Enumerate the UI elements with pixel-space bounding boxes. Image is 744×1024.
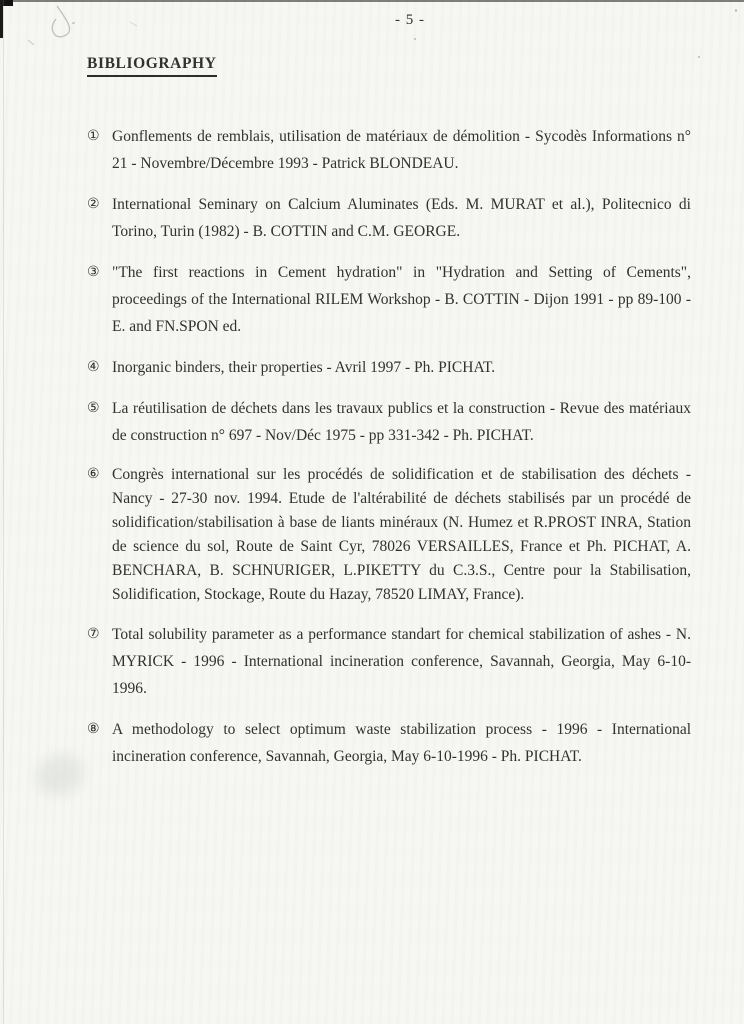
bib-entry-text: A methodology to select optimum waste stabilization process - 1996 - International incineration conference, Savannah, Georgia, May 6-10-1996 - Ph. PICHAT. bbox=[112, 721, 691, 765]
circled-number-4-icon: ④ bbox=[87, 360, 100, 375]
circled-number-5-icon: ⑤ bbox=[87, 401, 100, 416]
circled-number-8-icon: ⑧ bbox=[87, 722, 100, 737]
bibliography-list bbox=[87, 123, 691, 770]
bib-entry-1 bbox=[87, 123, 691, 177]
circled-number-6-icon: ⑥ bbox=[87, 467, 100, 482]
bib-entry-text: Total solubility parameter as a performance standart for chemical stabilization of ashes - N. MYRICK - 1996 - International incineration conference, Savannah, Georgia, May 6-10-1996. bbox=[112, 626, 691, 697]
bib-entry-7 bbox=[87, 621, 691, 702]
heading-row bbox=[0, 29, 744, 77]
page-number: - 5 - bbox=[395, 12, 425, 28]
page-title: BIBLIOGRAPHY bbox=[87, 55, 217, 77]
bib-entry-text: International Seminary on Calcium Aluminates (Eds. M. MURAT et al.), Politecnico di Torino, Turin (1982) - B. COTTIN and C.M. GEORGE. bbox=[112, 196, 691, 240]
bib-entry-text: Congrès international sur les procédés de solidification et de stabilisation des déchets - Nancy - 27-30 nov. 1994. Etude de l'altérabilité de déchets stabilisés par un procédé de solidification/stabilisation à base de liants minéraux (N. Humez et R.PROST INRA, Station de science du sol, Route de Saint Cyr, 78026 VERSAILLES, France et Ph. PICHAT, A. BENCHARA, B. SCHNURIGER, L.PIKETTY du C.3.S., Centre pour la Stabilisation, Solidification, Stockage, Route du Hazay, 78520 LIMAY, France). bbox=[112, 466, 691, 603]
circled-number-2-icon: ② bbox=[87, 197, 100, 212]
bib-entry-6 bbox=[87, 463, 691, 607]
circled-number-1-icon: ① bbox=[87, 129, 100, 144]
bib-entry-5 bbox=[87, 395, 691, 449]
circled-number-3-icon: ③ bbox=[87, 265, 100, 280]
bib-entry-8 bbox=[87, 716, 691, 770]
bib-entry-3 bbox=[87, 259, 691, 340]
bib-entry-2 bbox=[87, 191, 691, 245]
circled-number-7-icon: ⑦ bbox=[87, 627, 100, 642]
bib-entry-text: La réutilisation de déchets dans les travaux publics et la construction - Revue des matériaux de construction n° 697 - Nov/Déc 1975 - pp 331-342 - Ph. PICHAT. bbox=[112, 400, 691, 444]
bib-entry-text: "The first reactions in Cement hydration" in "Hydration and Setting of Cements", proceedings of the International RILEM Workshop - B. COTTIN - Dijon 1991 - pp 89-100 - E. and FN.SPON ed. bbox=[112, 264, 691, 335]
bib-entry-text: Gonflements de remblais, utilisation de matériaux de démolition - Sycodès Informations n° 21 - Novembre/Décembre 1993 - Patrick BLONDEAU. bbox=[112, 128, 691, 172]
bib-entry-4 bbox=[87, 354, 691, 381]
bib-entry-text: Inorganic binders, their properties - Avril 1997 - Ph. PICHAT. bbox=[112, 359, 496, 376]
